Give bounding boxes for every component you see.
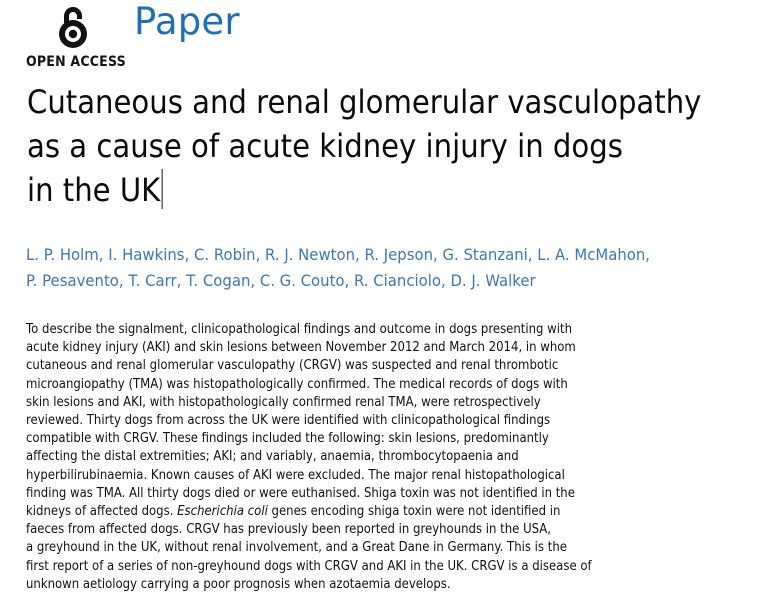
article-title bbox=[27, 80, 746, 212]
abstract-line: microangiopathy (TMA) was histopathologically confirmed. The medical records of dogs with bbox=[26, 376, 568, 392]
abstract-line: reviewed. Thirty dogs from across the UK were identified with clinicopathological findings bbox=[26, 413, 551, 429]
abstract-line: faeces from affected dogs. CRGV has previously been reported in greyhounds in the USA, bbox=[26, 522, 552, 538]
abstract-line: To describe the signalment, clinicopathological findings and outcome in dogs presenting with bbox=[26, 322, 573, 337]
open-access-label: OPEN ACCESS bbox=[26, 54, 126, 70]
abstract-line: acute kidney injury (AKI) and skin lesions between November 2012 and March 2014, in whom bbox=[26, 340, 576, 356]
abstract-line: finding was TMA. All thirty dogs died or were euthanised. Shiga toxin was not identified in the bbox=[26, 485, 575, 501]
title-line: as a cause of acute kidney injury in dogs bbox=[27, 127, 623, 165]
open-access-lock-icon bbox=[56, 5, 90, 49]
abstract-line: cutaneous and renal glomerular vasculopathy (CRGV) was suspected and renal thrombotic bbox=[26, 358, 559, 374]
abstract-line: affecting the distal extremities; AKI; and variably, anaemia, thrombocytopaenia and bbox=[26, 449, 519, 465]
title-line: Cutaneous and renal glomerular vasculopathy bbox=[27, 83, 702, 121]
section-label: Paper bbox=[134, 0, 240, 43]
author-list bbox=[26, 242, 770, 294]
abstract-line: a greyhound in the UK, without renal involvement, and a Great Dane in Germany. This is the bbox=[26, 540, 567, 556]
abstract-line: unknown aetiology carrying a poor prognosis when azotaemia develops. bbox=[26, 576, 451, 592]
author-line: P. Pesavento, T. Carr, T. Cogan, C. G. Couto, R. Cianciolo, D. J. Walker bbox=[26, 271, 536, 290]
abstract-text: kidneys of affected dogs. bbox=[26, 504, 178, 520]
abstract bbox=[26, 321, 656, 594]
abstract-line: skin lesions and AKI, with histopathologically confirmed renal TMA, were retrospectively bbox=[26, 394, 541, 410]
species-name: Escherichia coli bbox=[177, 504, 268, 520]
abstract-line bbox=[26, 503, 656, 521]
author-line: L. P. Holm, I. Hawkins, C. Robin, R. J. Newton, R. Jepson, G. Stanzani, L. A. McMahon, bbox=[26, 245, 651, 264]
text-cursor bbox=[162, 169, 163, 209]
abstract-text: genes encoding shiga toxin were not identified in bbox=[267, 504, 561, 520]
title-line-last bbox=[27, 168, 746, 212]
abstract-line: hyperbilirubinaemia. Known causes of AKI were excluded. The major renal histopathological bbox=[26, 467, 565, 483]
abstract-line: compatible with CRGV. These findings included the following: skin lesions, predominantly bbox=[26, 431, 549, 447]
title-line-text: in the UK bbox=[27, 171, 161, 209]
abstract-line: first report of a series of non-greyhound dogs with CRGV and AKI in the UK. CRGV is a disease of bbox=[26, 558, 592, 574]
